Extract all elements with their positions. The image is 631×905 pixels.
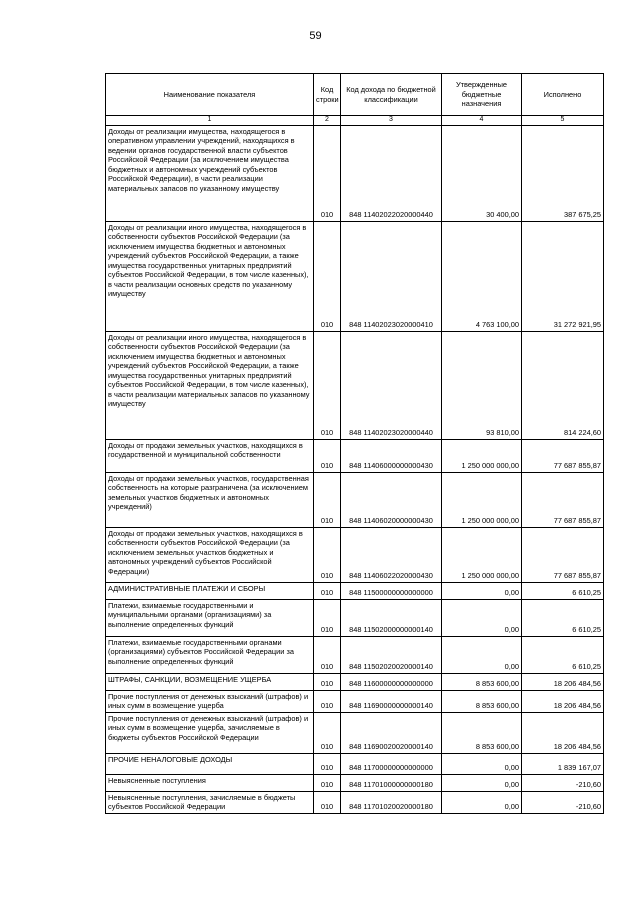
column-number: 1 <box>106 116 314 126</box>
header-kbk: Код дохода по бюджетной классификации <box>341 74 442 116</box>
row-code: 010 <box>314 439 341 472</box>
row-kbk: 848 11500000000000000 <box>341 582 442 599</box>
row-name-text: Доходы от продажи земельных участков, государственная собственность на которые разграничена (за исключением земельных участков бюджетных и автономных учреждений) <box>108 473 309 512</box>
row-name <box>106 472 314 527</box>
row-code: 010 <box>314 690 341 712</box>
header-name: Наименование показателя <box>106 74 314 116</box>
row-name-text: Доходы от реализации имущества, находящегося в оперативном управлении учреждений, находящихся в ведении органов государственной власти субъектов Российской Федерации (за исключением имущества бюджетных и автономных учреждений субъектов Российской Федерации), в части реализации материальных запасов по указанному имуществу <box>108 126 295 193</box>
header-approved: Утвержденные бюджетные назначения <box>442 74 522 116</box>
row-code: 010 <box>314 791 341 813</box>
row-kbk: 848 11402023020000410 <box>341 221 442 331</box>
table-row <box>106 221 604 331</box>
row-approved: 1 250 000 000,00 <box>442 439 522 472</box>
row-approved: 4 763 100,00 <box>442 221 522 331</box>
row-name <box>106 636 314 673</box>
row-name <box>106 221 314 331</box>
column-number: 3 <box>341 116 442 126</box>
row-executed: -210,60 <box>522 774 604 791</box>
row-name <box>106 582 314 599</box>
row-kbk: 848 11406000000000430 <box>341 439 442 472</box>
row-approved: 0,00 <box>442 791 522 813</box>
table-row <box>106 125 604 221</box>
table-row <box>106 582 604 599</box>
row-name-text: Доходы от реализации иного имущества, находящегося в собственности субъектов Российской Федерации (за исключением имущества бюджетных и автономных учреждений субъектов Российской Федерации, а также имущества государственных унитарных предприятий субъектов Российской Федерации, в том числе казенных), в части реализации материальных запасов по указанному имуществу <box>108 332 310 409</box>
row-kbk: 848 11402023020000440 <box>341 331 442 439</box>
row-code: 010 <box>314 636 341 673</box>
row-approved: 8 853 600,00 <box>442 690 522 712</box>
row-executed: 814 224,60 <box>522 331 604 439</box>
row-kbk: 848 11690000000000140 <box>341 690 442 712</box>
column-number-row <box>106 116 604 126</box>
row-executed: 6 610,25 <box>522 599 604 636</box>
row-name-text: ШТРАФЫ, САНКЦИИ, ВОЗМЕЩЕНИЕ УЩЕРБА <box>108 674 272 684</box>
row-approved: 8 853 600,00 <box>442 712 522 753</box>
row-approved: 8 853 600,00 <box>442 673 522 690</box>
table-header-row <box>106 74 604 116</box>
row-name-text: Прочие поступления от денежных взысканий (штрафов) и иных сумм в возмещение ущерба <box>108 691 309 711</box>
row-name-text: Доходы от продажи земельных участков, находящихся в собственности субъектов Российской Федерации (за исключением земельных участков бюджетных и автономных учреждений субъектов Российской Федерации) <box>108 528 303 576</box>
row-approved: 0,00 <box>442 774 522 791</box>
row-code: 010 <box>314 221 341 331</box>
row-kbk: 848 11701000000000180 <box>341 774 442 791</box>
row-name <box>106 527 314 582</box>
row-code: 010 <box>314 599 341 636</box>
row-name <box>106 439 314 472</box>
row-code: 010 <box>314 582 341 599</box>
row-kbk: 848 11600000000000000 <box>341 673 442 690</box>
table-row <box>106 331 604 439</box>
row-code: 010 <box>314 331 341 439</box>
row-name-text: Доходы от продажи земельных участков, находящихся в государственной и муниципальной собственности <box>108 440 303 460</box>
table-row <box>106 774 604 791</box>
column-number: 4 <box>442 116 522 126</box>
row-kbk: 848 11690020020000140 <box>341 712 442 753</box>
row-code: 010 <box>314 673 341 690</box>
row-approved: 1 250 000 000,00 <box>442 527 522 582</box>
table-row <box>106 599 604 636</box>
row-name-text: Невыясненные поступления, зачисляемые в бюджеты субъектов Российской Федерации <box>108 792 296 812</box>
row-approved: 0,00 <box>442 636 522 673</box>
row-executed: 1 839 167,07 <box>522 753 604 774</box>
table-row <box>106 472 604 527</box>
row-approved: 93 810,00 <box>442 331 522 439</box>
row-name-text: Невыясненные поступления <box>108 775 206 785</box>
row-name <box>106 791 314 813</box>
row-name-text: ПРОЧИЕ НЕНАЛОГОВЫЕ ДОХОДЫ <box>108 754 233 764</box>
row-code: 010 <box>314 527 341 582</box>
row-approved: 0,00 <box>442 753 522 774</box>
row-kbk: 848 11502000000000140 <box>341 599 442 636</box>
row-code: 010 <box>314 774 341 791</box>
row-code: 010 <box>314 712 341 753</box>
table-row <box>106 690 604 712</box>
row-name <box>106 774 314 791</box>
row-name <box>106 690 314 712</box>
row-kbk: 848 11402022020000440 <box>341 125 442 221</box>
row-approved: 1 250 000 000,00 <box>442 472 522 527</box>
row-code: 010 <box>314 753 341 774</box>
row-executed: 77 687 855,87 <box>522 439 604 472</box>
header-code: Код строки <box>314 74 341 116</box>
page-number: 59 <box>309 30 322 42</box>
table-row <box>106 439 604 472</box>
row-kbk: 848 11406020000000430 <box>341 472 442 527</box>
row-name <box>106 599 314 636</box>
row-kbk: 848 11701020020000180 <box>341 791 442 813</box>
table-row <box>106 527 604 582</box>
row-executed: 18 206 484,56 <box>522 690 604 712</box>
revenue-report-table <box>105 73 604 814</box>
table-row <box>106 673 604 690</box>
row-code: 010 <box>314 472 341 527</box>
row-approved: 0,00 <box>442 599 522 636</box>
header-executed: Исполнено <box>522 74 604 116</box>
row-name-text: Платежи, взимаемые государственными и муниципальными органами (организациями) за выполнение определенных функций <box>108 600 272 629</box>
row-kbk: 848 11502020020000140 <box>341 636 442 673</box>
column-number: 2 <box>314 116 341 126</box>
row-approved: 0,00 <box>442 582 522 599</box>
row-name <box>106 125 314 221</box>
row-name <box>106 673 314 690</box>
row-kbk: 848 11406022020000430 <box>341 527 442 582</box>
table-row <box>106 753 604 774</box>
row-executed: -210,60 <box>522 791 604 813</box>
row-approved: 30 400,00 <box>442 125 522 221</box>
row-executed: 6 610,25 <box>522 582 604 599</box>
row-executed: 387 675,25 <box>522 125 604 221</box>
column-number: 5 <box>522 116 604 126</box>
row-name-text: Прочие поступления от денежных взысканий (штрафов) и иных сумм в возмещение ущерба, зачисляемые в бюджеты субъектов Российской Федерации <box>108 713 309 742</box>
row-code: 010 <box>314 125 341 221</box>
row-kbk: 848 11700000000000000 <box>341 753 442 774</box>
row-name-text: АДМИНИСТРАТИВНЫЕ ПЛАТЕЖИ И СБОРЫ <box>108 583 266 593</box>
row-name-text: Доходы от реализации иного имущества, находящегося в собственности субъектов Российской Федерации (за исключением имущества бюджетных и автономных учреждений субъектов Российской Федерации, а также имущества государственных унитарных предприятий субъектов Российской Федерации, в том числе казенных), в части реализации основных средств по указанному имуществу <box>108 222 309 299</box>
table-row <box>106 791 604 813</box>
row-name <box>106 753 314 774</box>
row-name <box>106 331 314 439</box>
row-name-text: Платежи, взимаемые государственными органами (организациями) субъектов Российской Федерации за выполнение определенных функций <box>108 637 294 666</box>
table-row <box>106 712 604 753</box>
row-executed: 6 610,25 <box>522 636 604 673</box>
row-executed: 18 206 484,56 <box>522 673 604 690</box>
row-name <box>106 712 314 753</box>
row-executed: 18 206 484,56 <box>522 712 604 753</box>
table-row <box>106 636 604 673</box>
row-executed: 31 272 921,95 <box>522 221 604 331</box>
row-executed: 77 687 855,87 <box>522 527 604 582</box>
row-executed: 77 687 855,87 <box>522 472 604 527</box>
